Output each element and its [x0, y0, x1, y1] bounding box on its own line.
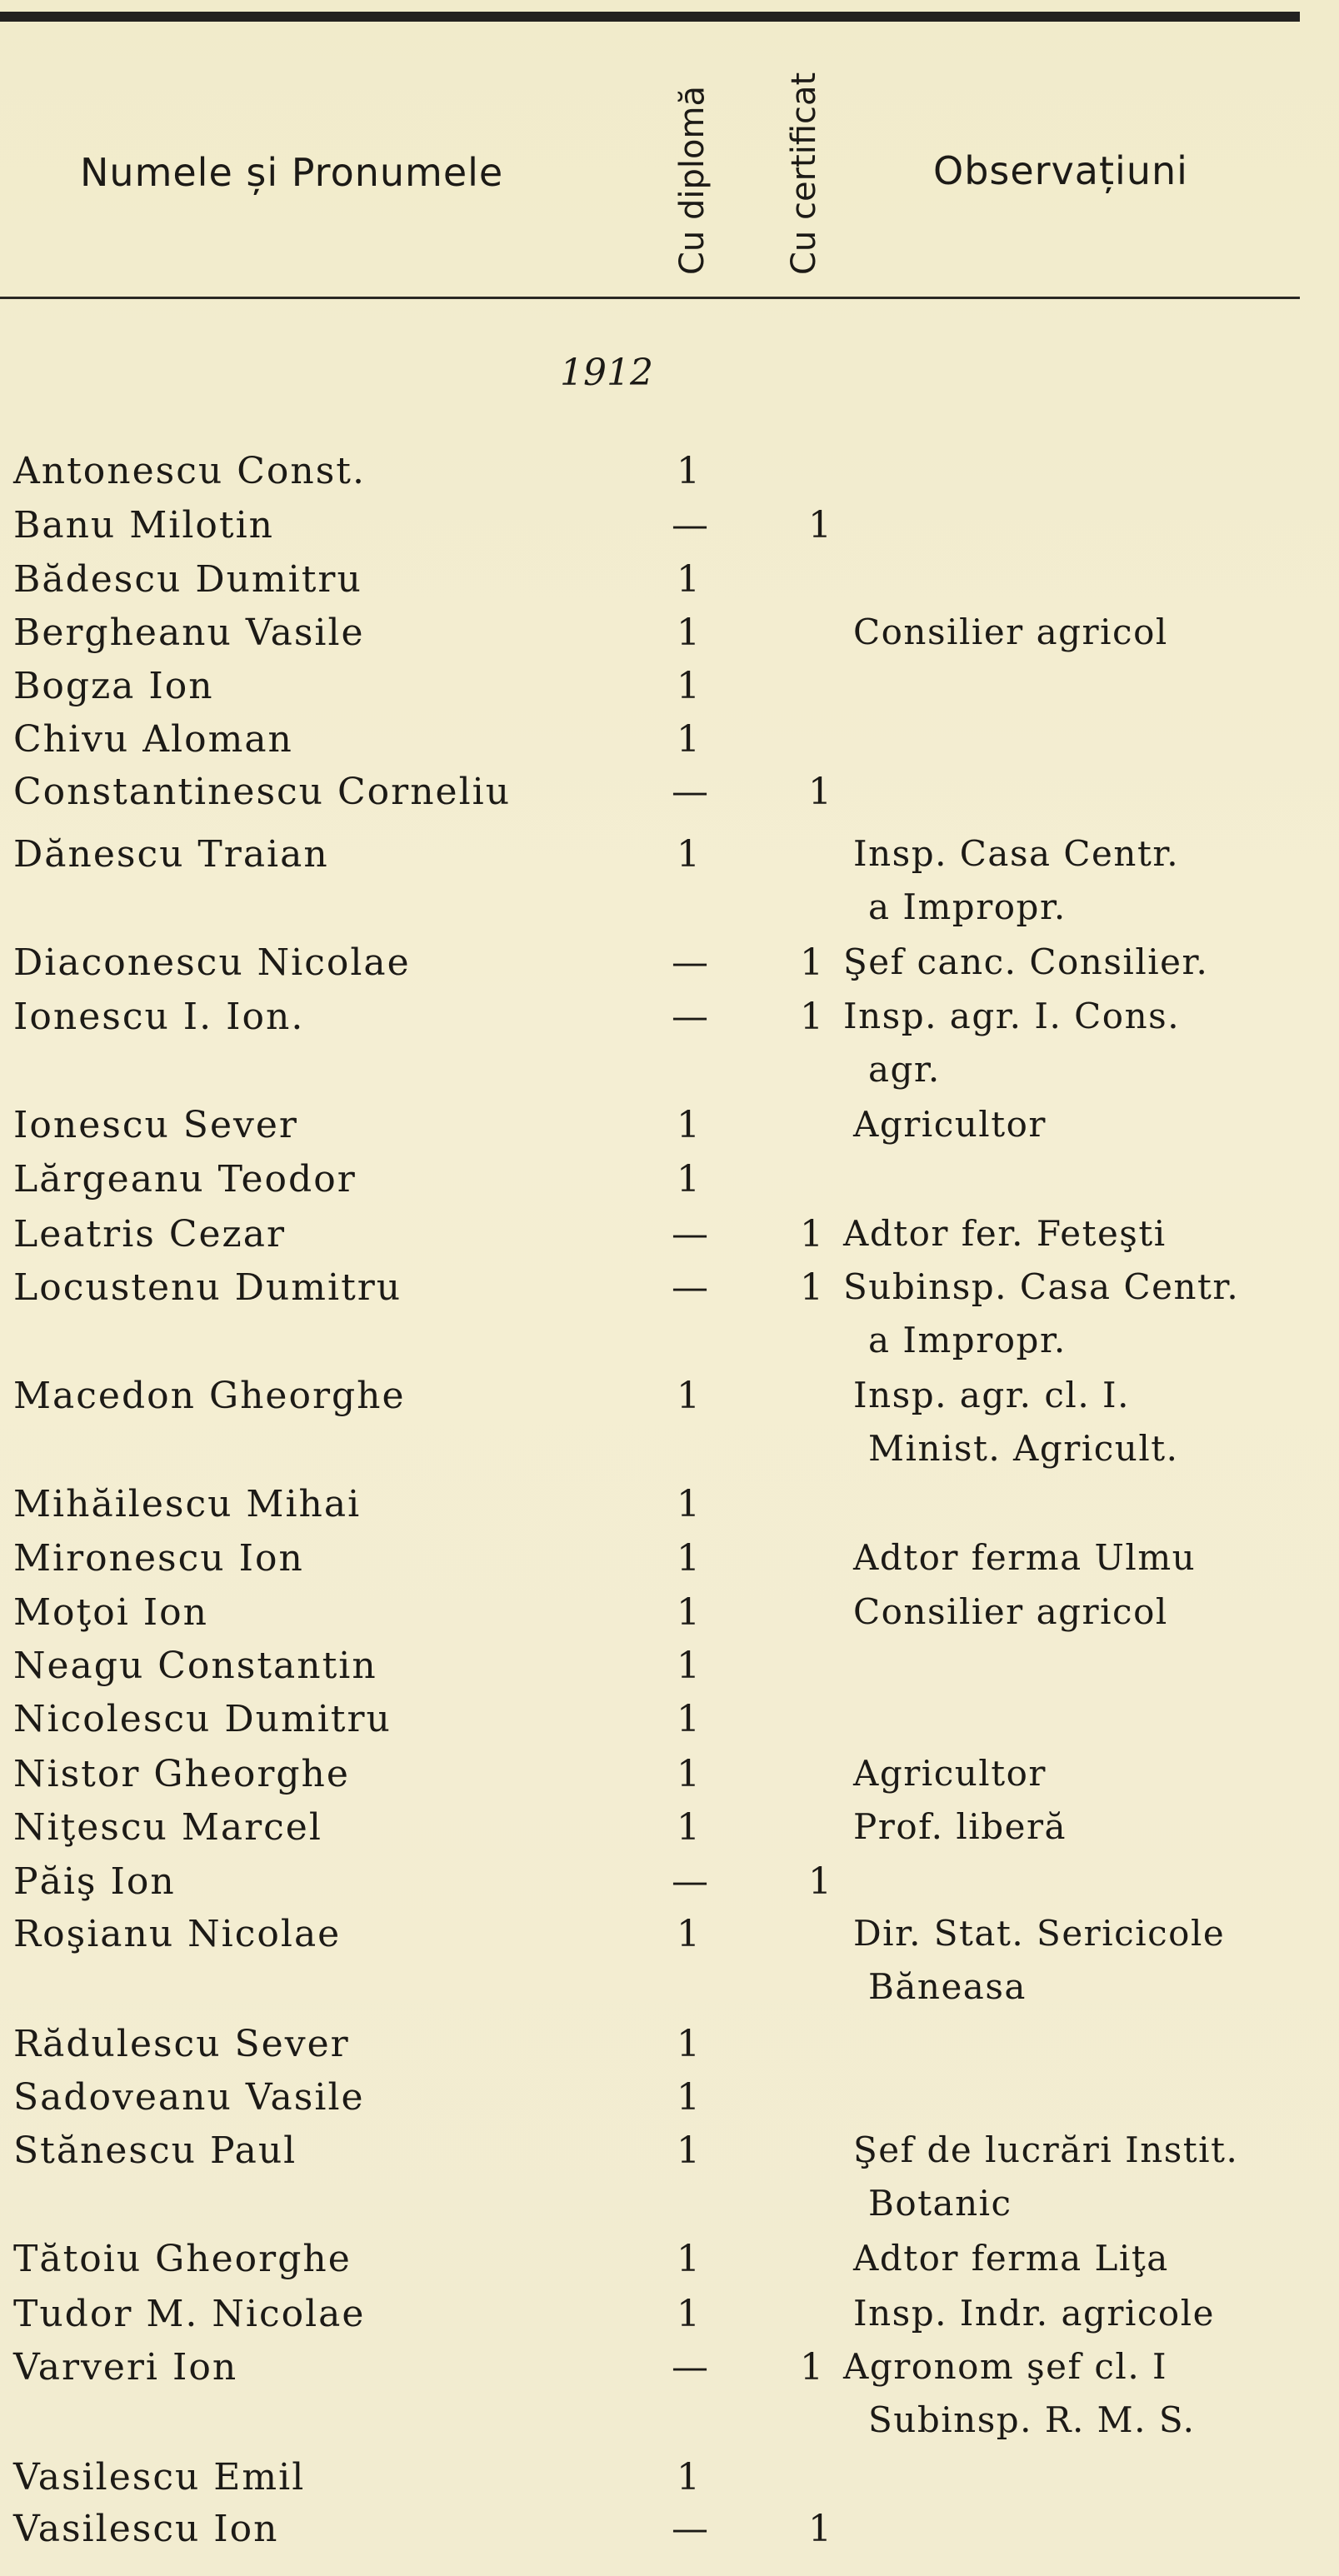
diploma-value: 1 — [677, 2023, 702, 2065]
diploma-value: 1 — [677, 450, 702, 492]
person-name: Locustenu Dumitru — [13, 1266, 402, 1309]
person-name: Bogza Ion — [13, 665, 214, 707]
observatie-line: Agricultor — [853, 1753, 1047, 1794]
certificat-value: 1 — [800, 996, 825, 1038]
diploma-value: 1 — [677, 1913, 702, 1955]
person-name: Varveri Ion — [13, 2346, 238, 2389]
diploma-value: 1 — [677, 1591, 702, 1634]
person-name: Vasilescu Emil — [13, 2456, 306, 2499]
person-name: Nistor Gheorghe — [13, 1753, 350, 1795]
person-name: Vasilescu Ion — [13, 2508, 279, 2550]
diploma-value: 1 — [677, 558, 702, 601]
diploma-value: 1 — [677, 2293, 702, 2335]
diploma-value: 1 — [677, 665, 702, 707]
observatie-line: agr. — [868, 1049, 941, 1090]
person-name: Tudor M. Nicolae — [13, 2293, 366, 2335]
observatie-line: Şef canc. Consilier. — [843, 941, 1209, 982]
observatie-line: Şef de lucrări Instit. — [853, 2129, 1239, 2170]
diploma-value: — — [672, 996, 710, 1038]
diploma-value: — — [672, 1213, 710, 1256]
diploma-value: 1 — [677, 718, 702, 761]
person-name: Mihăilescu Mihai — [13, 1483, 362, 1525]
diploma-value: — — [672, 1860, 710, 1903]
diploma-value: 1 — [677, 1104, 702, 1146]
certificat-value: 1 — [808, 504, 833, 547]
person-name: Dănescu Traian — [13, 833, 329, 876]
person-name: Nicolescu Dumitru — [13, 1698, 392, 1740]
observatie-line: a Impropr. — [868, 1320, 1067, 1360]
diploma-value: 1 — [677, 1483, 702, 1525]
person-name: Neagu Constantin — [13, 1645, 377, 1687]
diploma-value: — — [672, 2508, 710, 2550]
person-name: Niţescu Marcel — [13, 1806, 322, 1849]
diploma-value: 1 — [677, 1698, 702, 1740]
observatie-line: Agricultor — [853, 1104, 1047, 1145]
certificat-value: 1 — [808, 2508, 833, 2550]
observatie-line: Consilier agricol — [853, 612, 1168, 652]
header-name-column: Numele și Pronumele — [80, 150, 504, 195]
observatie-line: Băneasa — [868, 1966, 1027, 2007]
diploma-value: 1 — [677, 833, 702, 876]
person-name: Constantinescu Corneliu — [13, 771, 512, 813]
observatie-line: Minist. Agricult. — [868, 1428, 1179, 1469]
header-diploma-column: Cu diplomă — [673, 86, 712, 275]
person-name: Mironescu Ion — [13, 1537, 304, 1580]
person-name: Stănescu Paul — [13, 2129, 297, 2172]
certificat-value: 1 — [808, 1860, 833, 1903]
person-name: Banu Milotin — [13, 504, 275, 547]
diploma-value: 1 — [677, 1806, 702, 1849]
person-name: Tătoiu Gheorghe — [13, 2238, 352, 2280]
diploma-value: — — [672, 2346, 710, 2389]
diploma-value: 1 — [677, 1375, 702, 1417]
diploma-value: — — [672, 504, 710, 547]
diploma-value: — — [672, 1266, 710, 1309]
observatie-line: Consilier agricol — [853, 1591, 1168, 1632]
observatie-line: Botanic — [868, 2183, 1012, 2224]
diploma-value: — — [672, 941, 710, 984]
diploma-value: 1 — [677, 2076, 702, 2119]
observatie-line: Insp. Casa Centr. — [853, 833, 1180, 874]
diploma-value: 1 — [677, 1537, 702, 1580]
person-name: Bergheanu Vasile — [13, 612, 365, 654]
person-name: Macedon Gheorghe — [13, 1375, 406, 1417]
person-name: Chivu Aloman — [13, 718, 293, 761]
diploma-value: 1 — [677, 1158, 702, 1201]
certificat-value: 1 — [800, 941, 825, 984]
person-name: Leatris Cezar — [13, 1213, 286, 1256]
observatie-line: Subinsp. R. M. S. — [868, 2399, 1196, 2440]
person-name: Lărgeanu Teodor — [13, 1158, 357, 1201]
observatie-line: Subinsp. Casa Centr. — [843, 1266, 1240, 1307]
year-heading: 1912 — [560, 352, 653, 394]
observatie-line: a Impropr. — [868, 886, 1067, 927]
person-name: Roşianu Nicolae — [13, 1913, 342, 1955]
observatie-line: Insp. Indr. agricole — [853, 2293, 1216, 2334]
person-name: Ionescu Sever — [13, 1104, 298, 1146]
person-name: Moţoi Ion — [13, 1591, 208, 1634]
person-name: Bădescu Dumitru — [13, 558, 362, 601]
diploma-value: 1 — [677, 1753, 702, 1795]
diploma-value: 1 — [677, 2129, 702, 2172]
observatie-line: Insp. agr. cl. I. — [853, 1375, 1130, 1415]
observatie-line: Adtor ferma Ulmu — [853, 1537, 1197, 1578]
certificat-value: 1 — [800, 2346, 825, 2389]
person-name: Rădulescu Sever — [13, 2023, 350, 2065]
observatie-line: Dir. Stat. Sericicole — [853, 1913, 1226, 1954]
header-bottom-rule — [0, 297, 1300, 299]
observatie-line: Adtor ferma Liţa — [853, 2238, 1169, 2279]
certificat-value: 1 — [800, 1266, 825, 1309]
diploma-value: — — [672, 771, 710, 813]
diploma-value: 1 — [677, 612, 702, 654]
header-certificat-column: Cu certificat — [785, 72, 823, 275]
observatie-line: Adtor fer. Feteşti — [843, 1213, 1167, 1254]
top-rule — [0, 12, 1300, 22]
person-name: Antonescu Const. — [13, 450, 366, 492]
diploma-value: 1 — [677, 2238, 702, 2280]
header-observatii-column: Observațiuni — [933, 148, 1188, 193]
certificat-value: 1 — [800, 1213, 825, 1256]
observatie-line: Agronom şef cl. I — [843, 2346, 1168, 2387]
person-name: Ionescu I. Ion. — [13, 996, 305, 1038]
person-name: Sadoveanu Vasile — [13, 2076, 365, 2119]
certificat-value: 1 — [808, 771, 833, 813]
observatie-line: Insp. agr. I. Cons. — [843, 996, 1181, 1036]
person-name: Diaconescu Nicolae — [13, 941, 411, 984]
diploma-value: 1 — [677, 2456, 702, 2499]
diploma-value: 1 — [677, 1645, 702, 1687]
observatie-line: Prof. liberă — [853, 1806, 1067, 1847]
person-name: Păiş Ion — [13, 1860, 176, 1903]
